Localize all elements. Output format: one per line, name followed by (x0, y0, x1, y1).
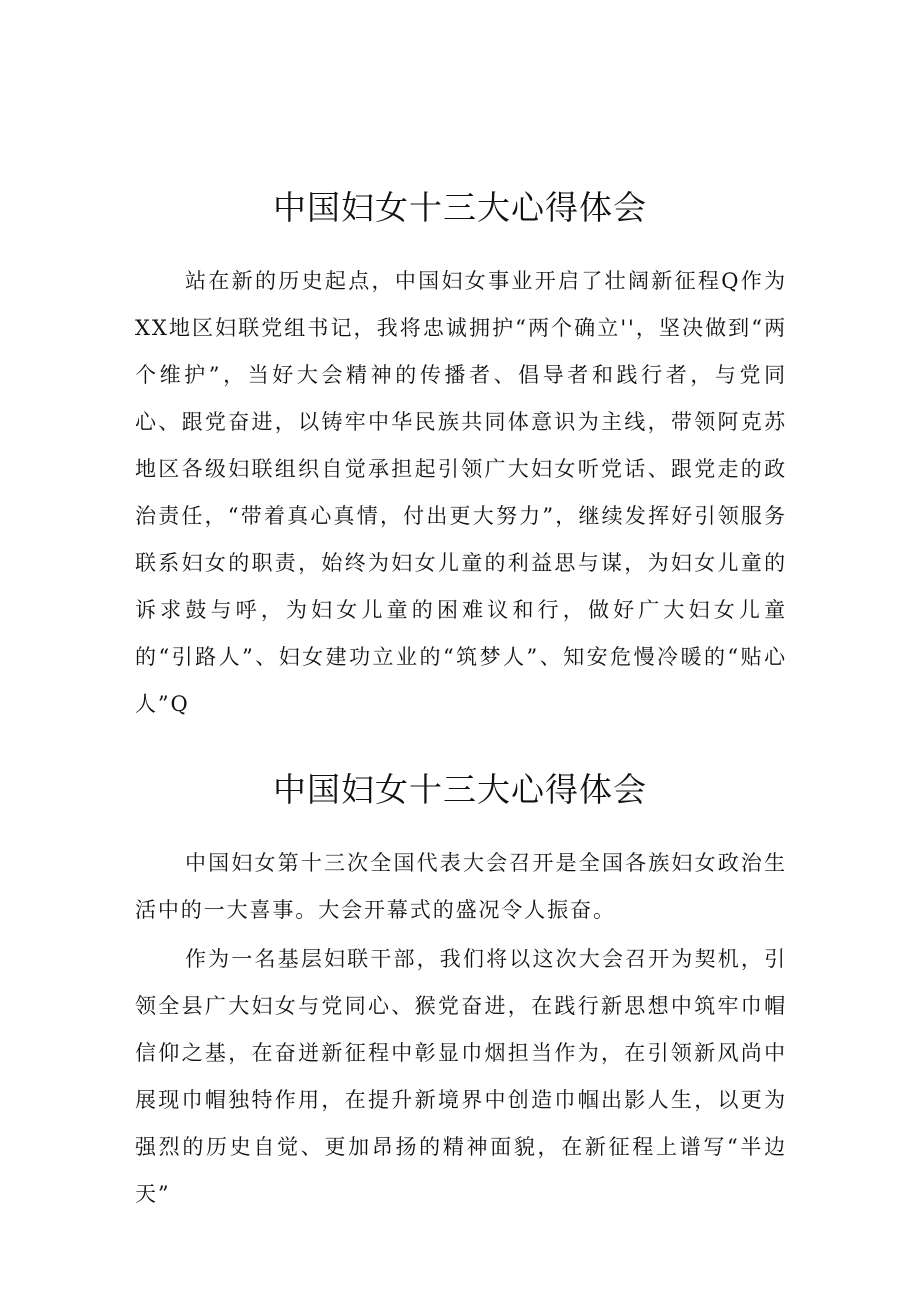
section-1-title: 中国妇女十三大心得体会 (273, 188, 647, 228)
section-2-paragraph-2: 作为一名基层妇联干部，我们将以这次大会召开为契机，引领全县广大妇女与党同心、猴党奋进，在践行新思想中筑牢巾帽信仰之基，在奋迸新征程中彰显巾烟担当作为，在引领新风尚中展现巾帽独特作用，在提升新境界中创造巾帼出影人生，以更为强烈的历史自觉、更加昂扬的精神面貌，在新征程上谱写“半边天” (135, 947, 787, 1206)
section-2-title: 中国妇女十三大心得体会 (273, 770, 647, 810)
section-2-paragraph-1: 中国妇女第十三次全国代表大会召开是全国各族妇女政治生活中的一大喜事。大会开幕式的盛况令人振奋。 (135, 851, 787, 922)
section-1-paragraph-1: 站在新的历史起点，中国妇女事业开启了壮阔新征程Q作为XX地区妇联党组书记，我将忠诚拥护“两个确立''，坚决做到“两个维护”，当好大会精神的传播者、倡导者和践行者，与党同心、跟党奋进，以铸牢中华民族共同体意识为主线，带领阿克苏地区各级妇联组织自觉承担起引领广大妇女听党话、跟党走的政治责任，“带着真心真情，付出更大努力”，继续发挥好引领服务联系妇女的职责，始终为妇女儿童的利益思与谋，为妇女儿童的诉求鼓与呼，为妇女儿童的困难议和行，做好广大妇女儿童的“引路人”、妇女建功立业的“筑梦人”、知安危慢冷暖的“贴心人”Q (135, 269, 787, 716)
